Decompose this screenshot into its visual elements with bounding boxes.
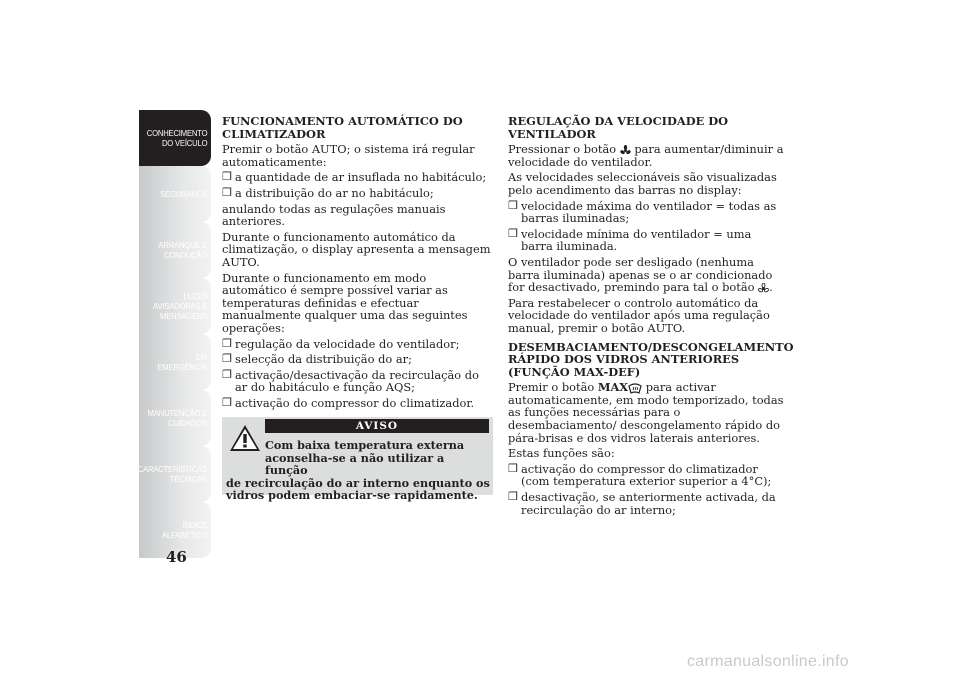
bullet-item: ❒ activação/desactivação da recirculação do ar do habitáculo e função AQS;: [222, 367, 479, 395]
checkbox-bullet-icon: ❒: [508, 461, 518, 475]
checkbox-bullet-icon: ❒: [222, 395, 232, 409]
tab-seguranca[interactable]: [139, 166, 211, 222]
paragraph: Pressionar o botão para aumentar/diminuir a velocidade do ventilador.: [508, 142, 784, 169]
bullet-item: ❒ desactivação, se anteriormente activada, da recirculação do ar interno;: [508, 490, 776, 517]
paragraph: Premir o botão MAX para activar automaticamente, em modo temporizado, todas as funções necessárias para o desembaciamento/ descongelamento rápido do pára-brisas e dos vidros laterais anteriores.: [508, 380, 784, 445]
tab-label: CARACTERÍSTICAS TÉCNICAS: [137, 464, 207, 484]
left-column: [222, 115, 494, 412]
checkbox-bullet-icon: ❒: [508, 198, 518, 212]
tab-luzes-avisadoras[interactable]: [139, 278, 211, 334]
tab-label: EM EMERGÊNCIA: [157, 352, 207, 372]
checkbox-bullet-icon: ❒: [222, 352, 232, 366]
tab-label: ARRANQUE E CONDUÇÃO: [158, 240, 207, 260]
fan-off-icon: [758, 283, 769, 294]
tab-em-emergencia[interactable]: [139, 334, 211, 390]
paragraph: Para restabelecer o controlo automático da velocidade do ventilador após uma regulação manual, premir o botão AUTO.: [508, 295, 770, 335]
section-heading: DESEMBACIAMENTO/DESCONGELAMENTO RÁPIDO DOS VIDROS ANTERIORES (FUNÇÃO MAX-DEF): [508, 339, 794, 379]
paragraph: Premir o botão AUTO; o sistema irá regular automaticamente:: [222, 142, 475, 169]
tab-caracteristicas-tecnicas[interactable]: [139, 446, 211, 502]
checkbox-bullet-icon: ❒: [222, 185, 232, 199]
checkbox-bullet-icon: ❒: [222, 367, 232, 381]
section-heading: FUNCIONAMENTO AUTOMÁTICO DO CLIMATIZADOR: [222, 114, 463, 141]
tab-manutencao-e-cuidados[interactable]: [139, 390, 211, 446]
max-label: MAX: [597, 380, 629, 395]
checkbox-bullet-icon: ❒: [222, 336, 232, 350]
tab-conhecimento-do-veiculo[interactable]: [139, 110, 211, 166]
bullet-item: ❒ selecção da distribuição do ar;: [222, 352, 412, 367]
bullet-item: ❒ activação do compressor do climatizador.: [222, 395, 475, 410]
chapter-sidebar: [139, 110, 211, 558]
bullet-item: ❒ regulação da velocidade do ventilador;: [222, 336, 460, 351]
tab-label: LUZES AVISADORAS E MENSAGENS: [152, 291, 207, 321]
tab-label: CONHECIMENTO DO VEÍCULO: [146, 128, 207, 148]
paragraph: Durante o funcionamento em modo automático é sempre possível variar as temperaturas definidas e efectuar manualmente qualquer uma das seguintes operações:: [222, 270, 468, 335]
paragraph: anulando todas as regulações manuais anteriores.: [222, 201, 446, 229]
paragraph: Estas funções são:: [508, 446, 615, 461]
right-column: [508, 114, 794, 519]
tab-label: SEGURANÇA: [160, 189, 207, 199]
checkbox-bullet-icon: ❒: [222, 170, 232, 184]
bullet-item: ❒ activação do compressor do climatizador (com temperatura exterior superior a 4°C);: [508, 461, 772, 489]
watermark: carmanualsonline.info: [687, 653, 849, 670]
checkbox-bullet-icon: ❒: [508, 490, 518, 504]
tab-label: MANUTENÇÃO E CUIDADOS: [147, 408, 207, 428]
paragraph: As velocidades seleccionáveis são visualizadas pelo acendimento das barras no display:: [508, 170, 777, 197]
bullet-item: ❒ velocidade mínima do ventilador = uma barra iluminada.: [508, 226, 752, 254]
bullet-item: ❒ a distribuição do ar no habitáculo;: [222, 185, 434, 200]
paragraph: Durante o funcionamento automático da climatização, o display apresenta a mensagem AUTO.: [222, 229, 491, 269]
tab-arranque-e-conducao[interactable]: [139, 222, 211, 278]
checkbox-bullet-icon: ❒: [508, 226, 518, 240]
warning-box: [222, 417, 493, 503]
tab-label: ÍNDICE ALFABÉTICO: [161, 520, 207, 540]
warning-title: AVISO: [265, 419, 489, 433]
page-number: 46: [166, 548, 187, 566]
bullet-item: ❒ a quantidade de ar insuflada no habitáculo;: [222, 170, 487, 185]
warning-text: Com baixa temperatura externa aconselha-se a não utilizar a função de recirculação do ar interno enquanto os vidros podem embaciar-se rapidamente.: [226, 438, 490, 503]
paragraph: O ventilador pode ser desligado (nenhuma barra iluminada) apenas se o ar condicionado for desactivado, premindo para tal o botão .: [508, 254, 773, 295]
bullet-item: ❒ velocidade máxima do ventilador = todas as barras iluminadas;: [508, 198, 777, 226]
section-heading: REGULAÇÃO DA VELOCIDADE DO VENTILADOR: [508, 114, 729, 141]
